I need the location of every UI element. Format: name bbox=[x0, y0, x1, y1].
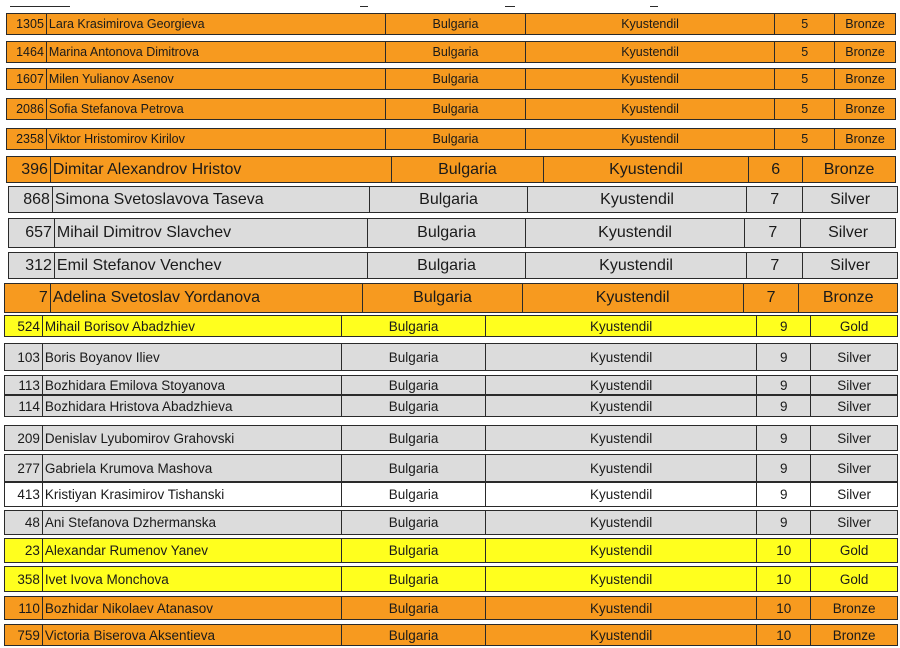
country-cell: Bulgaria bbox=[342, 396, 486, 416]
participant-name: Boris Boyanov Iliev bbox=[43, 344, 342, 370]
table-rule bbox=[10, 6, 70, 7]
city-cell: Kyustendil bbox=[526, 219, 746, 247]
country-cell: Bulgaria bbox=[342, 539, 486, 562]
participant-name: Victoria Biserova Aksentieva bbox=[43, 625, 342, 645]
grade-cell: 9 bbox=[757, 344, 811, 370]
medal-cell: Silver bbox=[837, 377, 871, 393]
table-row bbox=[4, 395, 898, 417]
participant-id: 312 bbox=[9, 253, 55, 278]
medal-cell: Bronze bbox=[832, 627, 876, 643]
participant-id: 209 bbox=[5, 426, 43, 450]
participant-id: 868 bbox=[9, 187, 53, 212]
country-cell: Bulgaria bbox=[368, 219, 526, 247]
participant-id: 113 bbox=[5, 376, 43, 394]
city-cell: Kyustendil bbox=[486, 483, 757, 506]
table-rule bbox=[650, 6, 658, 7]
city-cell: Kyustendil bbox=[544, 157, 750, 182]
country-cell: Bulgaria bbox=[386, 42, 526, 62]
participant-id: 1607 bbox=[7, 69, 47, 89]
city-cell: Kyustendil bbox=[486, 344, 757, 370]
grade-cell: 9 bbox=[757, 396, 811, 416]
city-cell: Kyustendil bbox=[526, 69, 775, 89]
grade-cell: 9 bbox=[757, 511, 811, 534]
city-cell: Kyustendil bbox=[486, 455, 757, 481]
participant-id: 657 bbox=[9, 219, 55, 247]
table-row bbox=[6, 98, 896, 120]
country-cell: Bulgaria bbox=[386, 69, 526, 89]
table-row bbox=[4, 375, 898, 395]
participant-id: 23 bbox=[5, 539, 43, 562]
grade-cell: 9 bbox=[757, 426, 811, 450]
country-cell: Bulgaria bbox=[342, 344, 486, 370]
medal-cell: Silver bbox=[837, 430, 871, 446]
medal-cell: Bronze bbox=[845, 102, 885, 116]
country-cell: Bulgaria bbox=[342, 511, 486, 534]
participant-name: Simona Svetoslavova Taseva bbox=[53, 187, 370, 212]
grade-cell: 9 bbox=[757, 316, 811, 336]
participant-name: Lara Krasimirova Georgieva bbox=[47, 14, 386, 34]
participant-name: Emil Stefanov Venchev bbox=[55, 253, 368, 278]
table-row bbox=[8, 252, 898, 279]
city-cell: Kyustendil bbox=[486, 567, 757, 591]
country-cell: Bulgaria bbox=[342, 376, 486, 394]
participant-name: Ivet Ivova Monchova bbox=[43, 567, 342, 591]
grade-cell: 7 bbox=[747, 187, 803, 212]
participant-id: 103 bbox=[5, 344, 43, 370]
participant-name: Sofia Stefanova Petrova bbox=[47, 99, 386, 119]
table-rule bbox=[360, 6, 368, 7]
participant-name: Bozhidar Nikolaev Atanasov bbox=[43, 597, 342, 619]
grade-cell: 10 bbox=[757, 567, 811, 591]
country-cell: Bulgaria bbox=[368, 253, 526, 278]
participant-name: Bozhidara Emilova Stoyanova bbox=[43, 376, 342, 394]
country-cell: Bulgaria bbox=[342, 426, 486, 450]
city-cell: Kyustendil bbox=[486, 511, 757, 534]
table-row bbox=[4, 315, 898, 337]
table-row bbox=[4, 596, 898, 620]
grade-cell: 10 bbox=[757, 625, 811, 645]
participant-id: 7 bbox=[5, 284, 51, 312]
grade-cell: 9 bbox=[757, 376, 811, 394]
table-row bbox=[8, 218, 896, 248]
table-row bbox=[4, 482, 898, 507]
participant-id: 2086 bbox=[7, 99, 47, 119]
city-cell: Kyustendil bbox=[528, 187, 748, 212]
grade-cell: 5 bbox=[775, 42, 835, 62]
country-cell: Bulgaria bbox=[342, 455, 486, 481]
medal-cell: Gold bbox=[839, 571, 869, 587]
participant-id: 48 bbox=[5, 511, 43, 534]
participant-name: Alexandar Rumenov Yanev bbox=[43, 539, 342, 562]
country-cell: Bulgaria bbox=[342, 625, 486, 645]
table-row bbox=[6, 156, 896, 183]
grade-cell: 5 bbox=[775, 69, 835, 89]
city-cell: Kyustendil bbox=[486, 597, 757, 619]
participant-id: 524 bbox=[5, 316, 43, 336]
city-cell: Kyustendil bbox=[526, 253, 748, 278]
table-row bbox=[6, 68, 896, 90]
country-cell: Bulgaria bbox=[386, 99, 526, 119]
country-cell: Bulgaria bbox=[342, 483, 486, 506]
participant-id: 110 bbox=[5, 597, 43, 619]
medal-cell: Gold bbox=[839, 318, 869, 334]
participant-name: Denislav Lyubomirov Grahovski bbox=[43, 426, 342, 450]
table-row bbox=[4, 425, 898, 451]
city-cell: Kyustendil bbox=[523, 284, 744, 312]
city-cell: Kyustendil bbox=[526, 99, 775, 119]
participant-id: 759 bbox=[5, 625, 43, 645]
participant-name: Milen Yulianov Asenov bbox=[47, 69, 386, 89]
table-row bbox=[6, 41, 896, 63]
medal-cell: Bronze bbox=[822, 289, 874, 306]
grade-cell: 6 bbox=[749, 157, 803, 182]
participant-id: 358 bbox=[5, 567, 43, 591]
participant-id: 2358 bbox=[7, 129, 47, 149]
participant-name: Bozhidara Hristova Abadzhieva bbox=[43, 396, 342, 416]
medal-cell: Bronze bbox=[845, 72, 885, 86]
grade-cell: 10 bbox=[757, 539, 811, 562]
country-cell: Bulgaria bbox=[342, 316, 486, 336]
city-cell: Kyustendil bbox=[526, 129, 775, 149]
table-row bbox=[4, 283, 898, 313]
country-cell: Bulgaria bbox=[342, 567, 486, 591]
grade-cell: 5 bbox=[775, 99, 835, 119]
participant-name: Gabriela Krumova Mashova bbox=[43, 455, 342, 481]
medal-cell: Silver bbox=[828, 224, 869, 241]
table-row bbox=[6, 128, 896, 150]
city-cell: Kyustendil bbox=[486, 316, 757, 336]
city-cell: Kyustendil bbox=[486, 539, 757, 562]
participant-id: 114 bbox=[5, 396, 43, 416]
country-cell: Bulgaria bbox=[386, 129, 526, 149]
grade-cell: 5 bbox=[775, 129, 835, 149]
country-cell: Bulgaria bbox=[363, 284, 522, 312]
city-cell: Kyustendil bbox=[526, 42, 775, 62]
medal-cell: Silver bbox=[837, 515, 871, 530]
country-cell: Bulgaria bbox=[370, 187, 528, 212]
medal-cell: Silver bbox=[837, 398, 871, 414]
medal-cell: Bronze bbox=[832, 600, 876, 616]
city-cell: Kyustendil bbox=[486, 426, 757, 450]
grade-cell: 7 bbox=[745, 219, 801, 247]
grade-cell: 7 bbox=[744, 284, 800, 312]
participant-id: 1305 bbox=[7, 14, 47, 34]
country-cell: Bulgaria bbox=[386, 14, 526, 34]
participant-name: Dimitar Alexandrov Hristov bbox=[51, 157, 392, 182]
participant-name: Adelina Svetoslav Yordanova bbox=[51, 284, 364, 312]
table-row bbox=[4, 510, 898, 535]
medal-cell: Silver bbox=[837, 460, 871, 476]
grade-cell: 5 bbox=[775, 14, 835, 34]
table-row bbox=[4, 454, 898, 482]
participant-name: Mihail Dimitrov Slavchev bbox=[55, 219, 368, 247]
grade-cell: 7 bbox=[747, 253, 803, 278]
grade-cell: 9 bbox=[757, 455, 811, 481]
table-row bbox=[4, 538, 898, 563]
city-cell: Kyustendil bbox=[486, 625, 757, 645]
table-row bbox=[4, 566, 898, 592]
table-rule bbox=[505, 6, 515, 7]
grade-cell: 9 bbox=[757, 483, 811, 506]
medal-cell: Silver bbox=[830, 256, 871, 274]
participant-id: 277 bbox=[5, 455, 43, 481]
participant-id: 396 bbox=[7, 157, 51, 182]
medal-cell: Bronze bbox=[845, 45, 885, 59]
medal-cell: Silver bbox=[837, 349, 871, 365]
participant-name: Marina Antonova Dimitrova bbox=[47, 42, 386, 62]
participant-id: 1464 bbox=[7, 42, 47, 62]
medal-cell: Bronze bbox=[845, 132, 885, 146]
country-cell: Bulgaria bbox=[342, 597, 486, 619]
city-cell: Kyustendil bbox=[486, 376, 757, 394]
participant-name: Mihail Borisov Abadzhiev bbox=[43, 316, 342, 336]
participant-name: Ani Stefanova Dzhermanska bbox=[43, 511, 342, 534]
participant-name: Kristiyan Krasimirov Tishanski bbox=[43, 483, 342, 506]
table-row bbox=[4, 624, 898, 646]
participant-name: Viktor Hristomirov Kirilov bbox=[47, 129, 386, 149]
medal-cell: Silver bbox=[830, 190, 871, 208]
city-cell: Kyustendil bbox=[486, 396, 757, 416]
table-row bbox=[4, 343, 898, 371]
city-cell: Kyustendil bbox=[526, 14, 775, 34]
participant-id: 413 bbox=[5, 483, 43, 506]
grade-cell: 10 bbox=[757, 597, 811, 619]
medal-cell: Silver bbox=[837, 487, 871, 502]
table-row bbox=[8, 186, 898, 213]
country-cell: Bulgaria bbox=[392, 157, 544, 182]
medal-cell: Bronze bbox=[845, 17, 885, 31]
medal-cell: Bronze bbox=[823, 160, 875, 178]
medal-cell: Gold bbox=[839, 543, 869, 558]
table-row bbox=[6, 13, 896, 35]
